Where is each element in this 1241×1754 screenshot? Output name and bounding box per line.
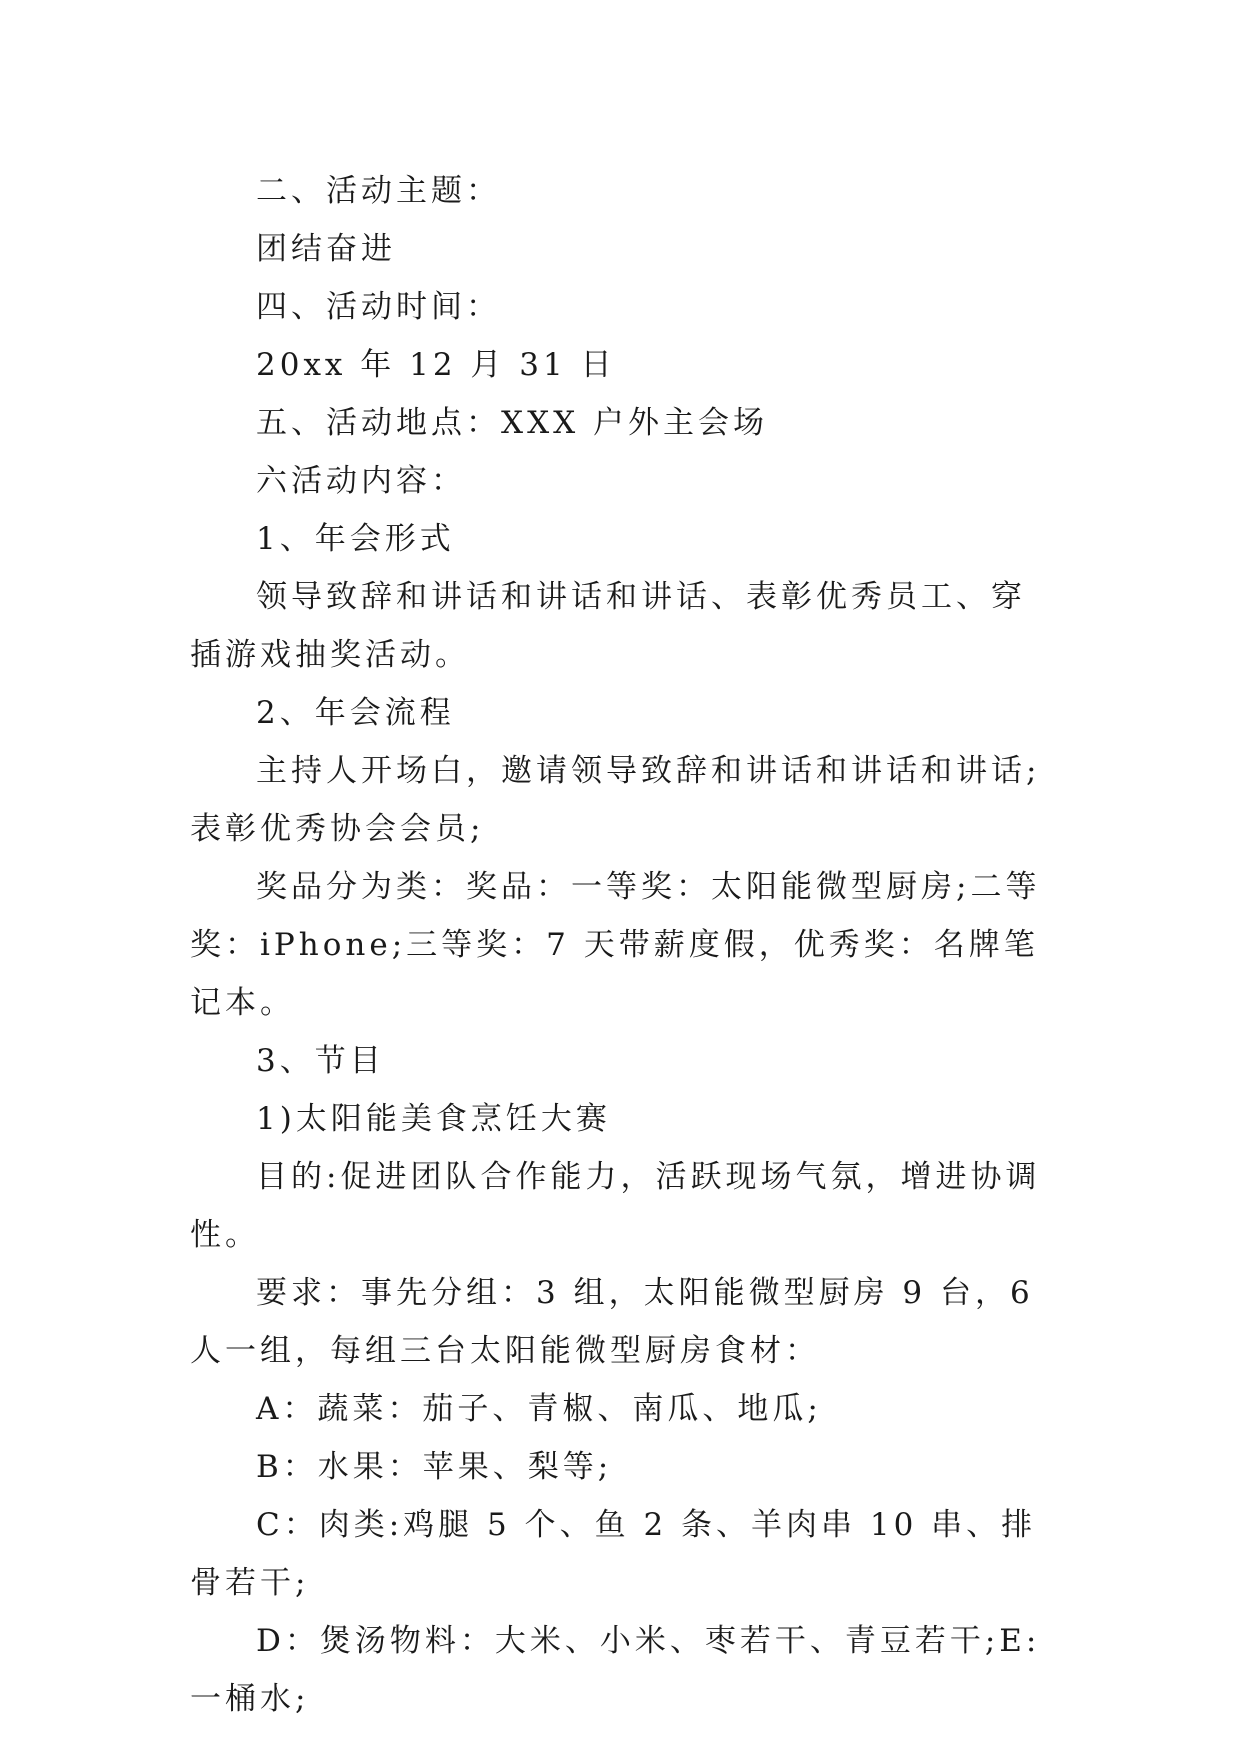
list-item-soup: D：煲汤物料：大米、小米、枣若干、青豆若干;E:一桶水; (190, 1623, 1041, 1717)
heading-time: 四、活动时间： (256, 289, 501, 325)
subheading-process: 2、年会流程 (256, 695, 455, 731)
list-item-meat: C：肉类:鸡腿 5 个、鱼 2 条、羊肉串 10 串、排骨若干; (190, 1507, 1037, 1601)
subheading-program: 3、节目 (256, 1043, 385, 1079)
list-item-vegetables: A：蔬菜：茄子、青椒、南瓜、地瓜; (256, 1391, 822, 1427)
list-item-fruits: B：水果：苹果、梨等; (256, 1449, 613, 1485)
paragraph-theme-value: 团结奋进 (256, 231, 396, 267)
subheading-format: 1、年会形式 (256, 521, 455, 557)
paragraph-requirements: 要求：事先分组：3 组，太阳能微型厨房 9 台，6 人一组，每组三台太阳能微型厨房食材： (190, 1275, 1034, 1369)
paragraph-process: 主持人开场白，邀请领导致辞和讲话和讲话和讲话;表彰优秀协会会员; (190, 753, 1041, 847)
document-body (190, 162, 1056, 1728)
paragraph-purpose: 目的:促进团队合作能力，活跃现场气氛，增进协调性。 (190, 1159, 1041, 1253)
paragraph-prizes: 奖品分为类：奖品：一等奖：太阳能微型厨房;二等奖：iPhone;三等奖：7 天带薪度假，优秀奖：名牌笔记本。 (190, 869, 1041, 1021)
paragraph-location: 五、活动地点：XXX 户外主会场 (256, 405, 769, 441)
paragraph-date: 20xx 年 12 月 31 日 (256, 347, 616, 383)
heading-content: 六活动内容： (256, 463, 466, 499)
paragraph-format: 领导致辞和讲话和讲话和讲话、表彰优秀员工、穿插游戏抽奖活动。 (190, 579, 1026, 673)
program-item-cooking: 1)太阳能美食烹饪大赛 (256, 1101, 611, 1137)
heading-theme: 二、活动主题： (256, 173, 501, 209)
